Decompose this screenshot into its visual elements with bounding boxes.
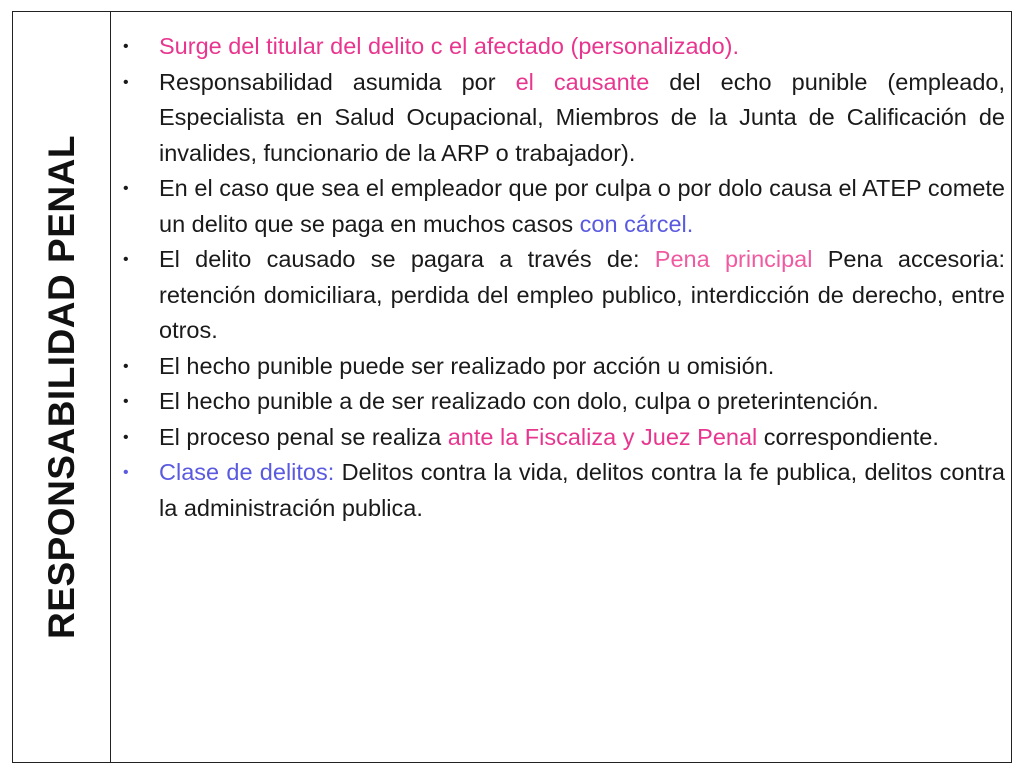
bullet-item [117, 420, 1005, 456]
bullet-text: El hecho punible a de ser realizado con dolo, culpa o preterintención. [159, 388, 879, 414]
bullet-text: Pena accesoria: retención domiciliara, perdida del empleo publico, interdicción de derecho, entre otros. [159, 246, 1005, 343]
bullet-item [117, 242, 1005, 349]
slide-table [12, 11, 1012, 763]
bullet-text: Responsabilidad asumida por [159, 68, 516, 95]
bullet-text: En el caso que sea el empleador que por culpa o por dolo causa el ATEP comete un delito que se paga en muchos casos [159, 175, 1005, 237]
bullet-text: correspondiente. [757, 423, 939, 450]
bullet-dot-icon: • [123, 393, 129, 410]
bullet-item [117, 171, 1005, 242]
bullet-text: El proceso penal se realiza [159, 423, 448, 450]
bullet-item [117, 384, 1005, 420]
bullet-text: El hecho punible puede ser realizado por acción u omisión. [159, 352, 775, 379]
bullet-item [117, 349, 1005, 385]
bullet-item [117, 455, 1005, 526]
bullet-text: el causante [515, 68, 650, 95]
bullet-dot-icon: • [123, 180, 129, 197]
bullet-text: Clase de delitos: [159, 459, 335, 485]
title-column [13, 12, 111, 762]
bullet-text: Pena principal [654, 246, 813, 272]
content-column [117, 29, 1005, 526]
bullet-text: El delito causado se pagara a través de: [159, 246, 655, 272]
bullet-dot-icon: • [123, 464, 129, 481]
bullet-text: Delitos contra la vida, delitos contra la fe publica, delitos contra la administración publica. [159, 459, 1005, 521]
bullet-dot-icon: • [123, 38, 129, 55]
bullet-dot-icon: • [123, 357, 129, 375]
bullet-dot-icon: • [123, 428, 129, 446]
bullet-list [117, 29, 1005, 526]
bullet-text: Surge del titular del delito c el afectado (personalizado). [159, 33, 740, 59]
bullet-item [117, 65, 1005, 172]
bullet-dot-icon: • [123, 73, 129, 91]
bullet-dot-icon: • [123, 251, 129, 268]
vertical-title: RESPONSABILIDAD PENAL [40, 135, 82, 639]
bullet-text: del echo punible (empleado, Especialista en Salud Ocupacional, Miembros de la Junta de Calificación de invalides, funcionario de la ARP o trabajador). [159, 68, 1006, 166]
bullet-text: ante la Fiscaliza y Juez Penal [447, 423, 758, 450]
bullet-item [117, 29, 1005, 65]
bullet-text: con cárcel. [579, 210, 694, 237]
